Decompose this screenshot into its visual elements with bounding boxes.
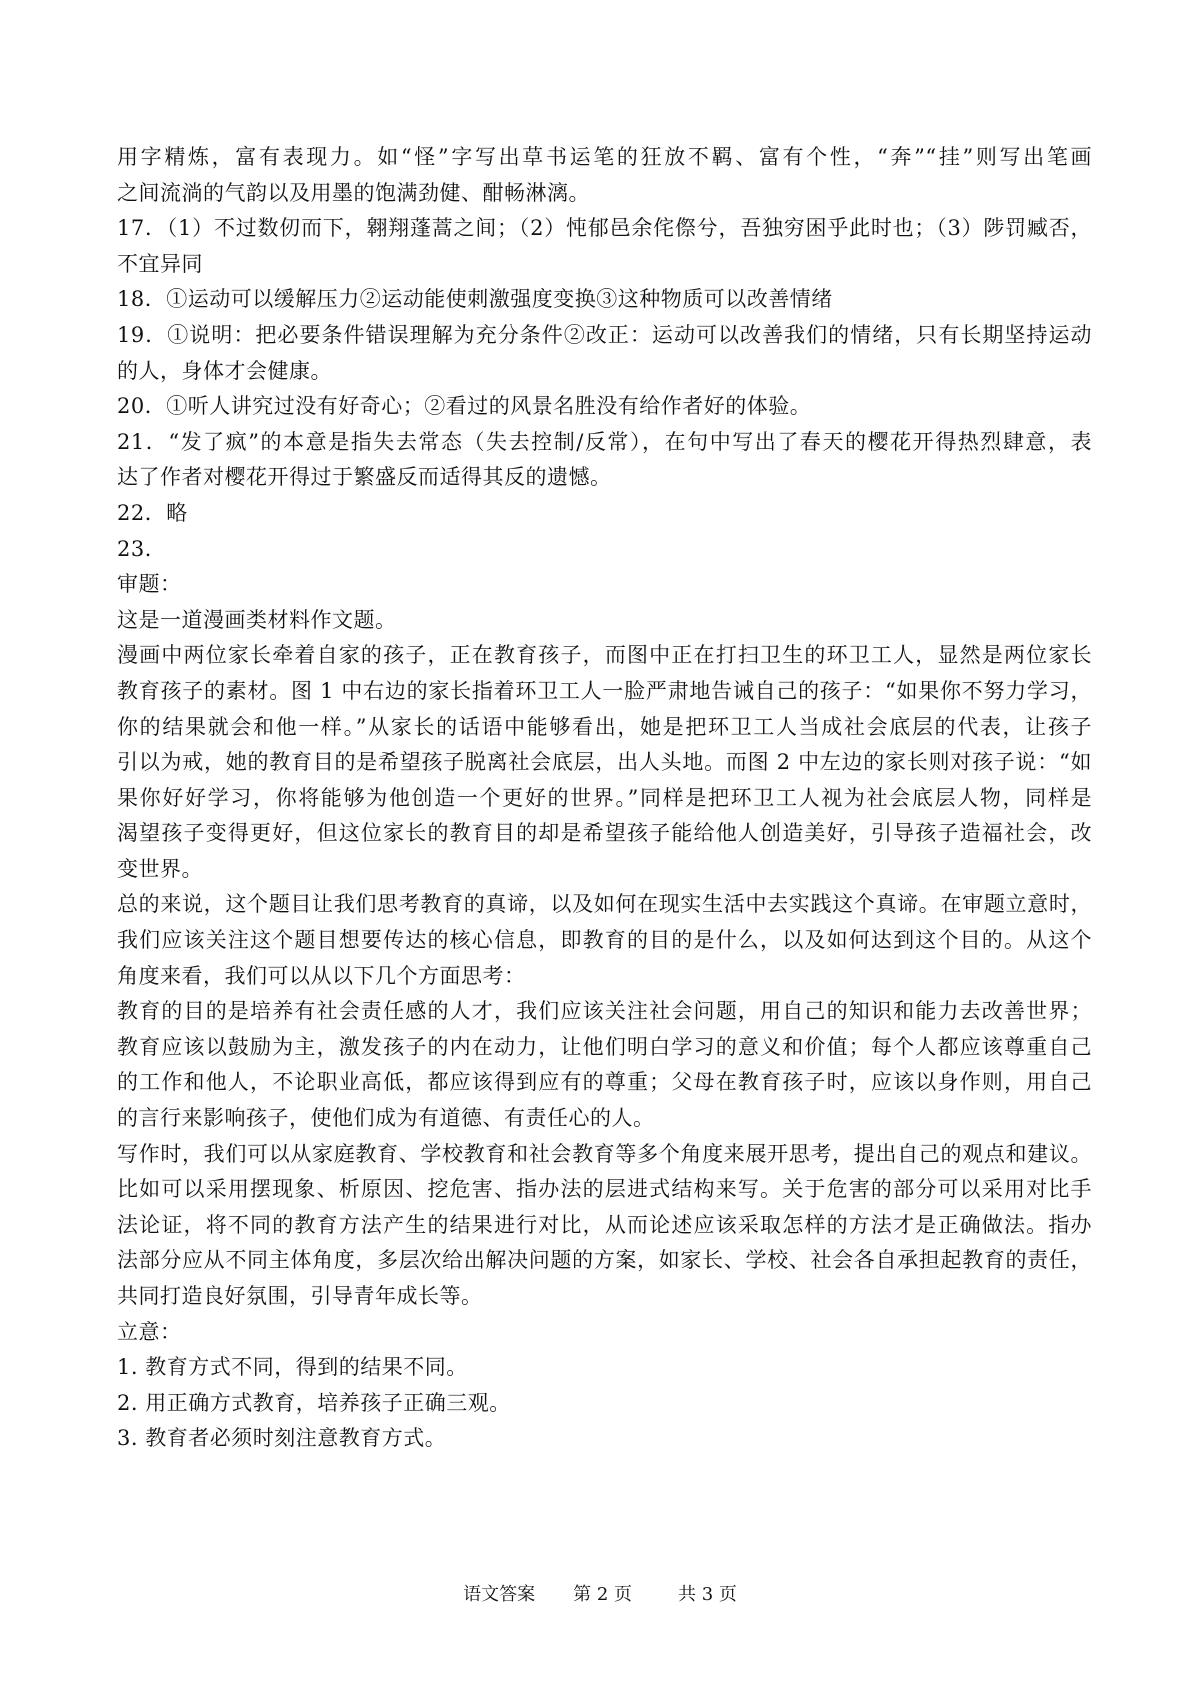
text-line: 23． [117, 536, 167, 561]
text-line: 教育孩子的素材。图 1 中右边的家长指着环卫工人一脸严肃地告诫自己的孩子：“如果你不努力学习， [117, 678, 1092, 703]
text-line: 用字精炼，富有表现力。如“怪”字写出草书运笔的狂放不羁、富有个性，“奔”“挂”则写出笔画 [117, 145, 1092, 169]
text-line: 教育应该以鼓励为主，激发孩子的内在动力，让他们明白学习的意义和价值；每个人都应该尊重自己 [117, 1034, 1092, 1059]
footer-subject: 语文答案 [463, 1584, 536, 1605]
document-body [117, 140, 1092, 1457]
text-line: 2. 用正确方式教育，培养孩子正确三观。 [117, 1390, 511, 1415]
text-line: 18．①运动可以缓解压力②运动能使刺激强度变换③这种物质可以改善情绪 [117, 287, 833, 312]
text-line: 比如可以采用摆现象、析原因、挖危害、指办法的层进式结构来写。关于危害的部分可以采用对比手 [117, 1177, 1092, 1202]
text-line: 的工作和他人，不论职业高低，都应该得到应有的尊重；父母在教育孩子时，应该以身作则，用自己 [117, 1070, 1092, 1095]
text-line: 引以为戒，她的教育目的是希望孩子脱离社会底层，出人头地。而图 2 中左边的家长则对孩子说：“如 [117, 750, 1092, 775]
text-line: 总的来说，这个题目让我们思考教育的真谛，以及如何在现实生活中去实践这个真谛。在审题立意时， [117, 892, 1092, 917]
text-line: 渴望孩子变得更好，但这位家长的教育目的却是希望孩子能给他人创造美好，引导孩子造福社会，改 [117, 821, 1092, 846]
text-line: 22．略 [117, 500, 188, 525]
footer-total-pages: 共 3 页 [678, 1584, 737, 1605]
text-line: 19．①说明：把必要条件错误理解为充分条件②改正：运动可以改善我们的情绪，只有长期坚持运动 [117, 322, 1092, 347]
text-line: 17．（1）不过数仞而下，翱翔蓬蒿之间；（2）忳郁邑余侘傺兮，吾独穷困乎此时也；（3）陟罚臧否， [117, 216, 1092, 241]
footer-page-number: 第 2 页 [573, 1584, 632, 1605]
text-line: 的人，身体才会健康。 [117, 358, 332, 383]
text-line: 果你好好学习，你将能够为他创造一个更好的世界。”同样是把环卫工人视为社会底层人物，同样是 [117, 785, 1092, 810]
page-footer [0, 1583, 1200, 1607]
text-line: 角度来看，我们可以从以下几个方面思考： [117, 963, 526, 988]
text-line: 法部分应从不同主体角度，多层次给出解决问题的方案，如家长、学校、社会各自承担起教育的责任， [117, 1248, 1092, 1273]
text-line: 3. 教育者必须时刻注意教育方式。 [117, 1426, 447, 1451]
text-line: 的言行来影响孩子，使他们成为有道德、有责任心的人。 [117, 1106, 655, 1131]
text-line: 达了作者对樱花开得过于繁盛反而适得其反的遗憾。 [117, 465, 612, 490]
text-line: 法论证，将不同的教育方法产生的结果进行对比，从而论述应该采取怎样的方法才是正确做法。指办 [117, 1212, 1092, 1237]
text-line: 21．“发了疯”的本意是指失去常态（失去控制/反常），在句中写出了春天的樱花开得热烈肆意，表 [117, 429, 1092, 454]
text-line: 变世界。 [117, 856, 203, 881]
text-line: 写作时，我们可以从家庭教育、学校教育和社会教育等多个角度来展开思考，提出自己的观点和建议。 [117, 1141, 1092, 1166]
text-line: 立意： [117, 1319, 182, 1344]
text-line: 20．①听人讲究过没有好奇心；②看过的风景名胜没有给作者好的体验。 [117, 394, 812, 419]
text-line: 我们应该关注这个题目想要传达的核心信息，即教育的目的是什么，以及如何达到这个目的。从这个 [117, 928, 1092, 953]
text-line: 教育的目的是培养有社会责任感的人才，我们应该关注社会问题，用自己的知识和能力去改善世界； [117, 999, 1092, 1024]
text-line: 这是一道漫画类材料作文题。 [117, 607, 397, 632]
text-line: 漫画中两位家长牵着自家的孩子，正在教育孩子，而图中正在打扫卫生的环卫工人，显然是两位家长 [117, 643, 1092, 668]
text-line: 共同打造良好氛围，引导青年成长等。 [117, 1284, 483, 1308]
text-line: 不宜异同 [117, 251, 203, 276]
text-line: 1. 教育方式不同，得到的结果不同。 [117, 1355, 468, 1380]
text-line: 之间流淌的气韵以及用墨的饱满劲健、酣畅淋漓。 [117, 180, 590, 205]
text-line: 你的结果就会和他一样。”从家长的话语中能够看出，她是把环卫工人当成社会底层的代表，让孩子 [117, 714, 1092, 739]
text-line: 审题： [117, 572, 182, 597]
